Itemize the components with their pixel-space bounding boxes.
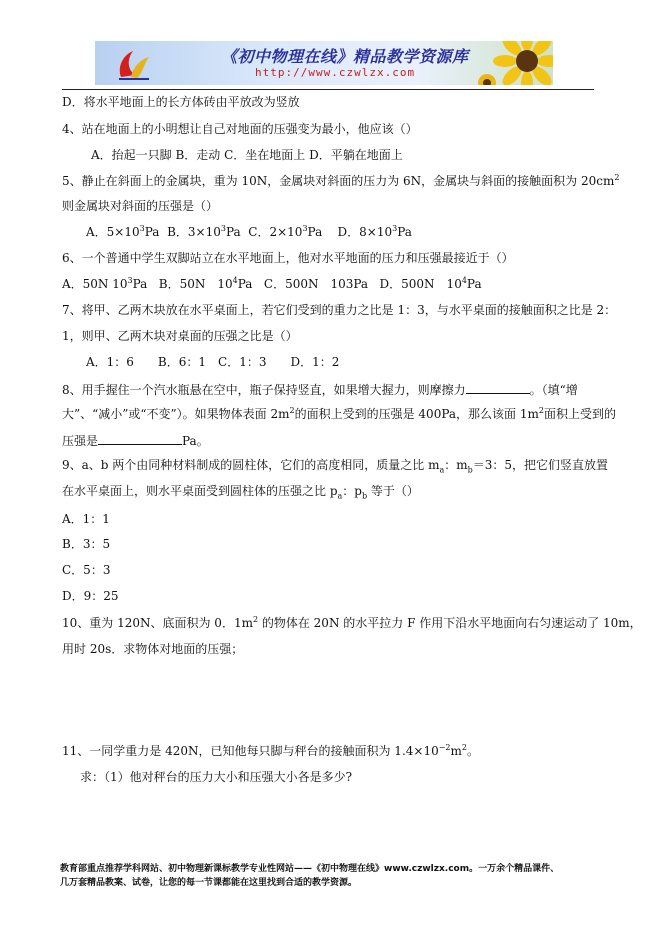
q5-stem-line2: 则金属块对斜面的压强是（） [62,199,219,213]
q8-stem-line2: 大”、“减小”或“不变”）。如果物体表面 $2m^2$的面积上受到的压强是 400Pa，那么该面 $1m^2$面积上受到的 [62,406,616,421]
footer-line-1: 教育部重点推荐学科网站、初中物理新课标教学专业性网站——《初中物理在线》www.czwlzx.com。一万余个精品课件、 [60,864,560,874]
q9-option-c: C．5：3 [62,563,111,577]
q9-stem-line1: 9、a、b 两个由同种材料制成的圆柱体，它们的高度相同，质量之比 $m_a$：$m_b=3$：5，把它们竖直放置 [62,458,609,475]
banner-title: 《初中物理在线》精品教学资源库 [221,47,469,66]
q7-options: A．1：6 B．6：1 C．1：3 D．1：2 [86,355,340,369]
q9-option-d: D．9：25 [62,589,119,603]
q5-stem-line1: 5、静止在斜面上的金属块，重为 10N，金属块对斜面的压力为 6N，金属块与斜面的接触面积为 $20cm^2$ [62,173,620,188]
q6-options: A．50N $10^3Pa$ B．50N $10^4Pa$ C．500N 103Pa D．500N $10^4Pa$ [62,276,482,291]
banner-url[interactable]: http://www.czwlzx.com [255,66,416,79]
q11-stem-line1: 11、一同学重力是 420N，已知他每只脚与秤台的接触面积为 $1.4\times 10^{-2}m^2$。 [62,743,480,758]
q3-option-d: D．将水平地面上的长方体砖由平放改为竖放 [62,95,300,109]
header-banner [95,41,553,85]
header-rule [62,89,594,90]
q8-answer-blank-1[interactable] [466,381,530,394]
q11-stem-line2: 求：（1）他对秤台的压力大小和压强大小各是多少? [80,770,353,784]
q7-stem-line2: 1，则甲、乙两木块对桌面的压强之比是（） [62,329,298,343]
sunflower-icon [475,41,553,85]
q5-options: A．$5\times 10^3Pa$ B．$3\times 10^3Pa$ C．$2\times 10^3Pa$ D．$8\times 10^3Pa$ [86,224,412,239]
q8-answer-blank-2[interactable] [98,432,182,445]
q7-stem-line1: 7、将甲、乙两木块放在水平桌面上，若它们受到的重力之比是 1：3，与水平桌面的接触面积之比是 2： [62,303,617,317]
q9-option-a: A．1：1 [62,512,110,526]
q6-stem: 6、一个普通中学生双脚站立在水平地面上，他对水平地面的压力和压强最接近于（） [62,251,514,265]
site-logo-icon [115,47,153,81]
q4-stem: 4、站在地面上的小明想让自己对地面的压强变为最小，他应该（） [62,122,418,136]
q9-option-b: B．3：5 [62,537,111,551]
footer-line-2: 几万套精品教案、试卷，让您的每一节课都能在这里找到合适的教学资源。 [60,878,358,888]
q8-stem-line3: 压强是 Pa。 [62,434,209,448]
q9-stem-line2: 在水平桌面上，则水平桌面受到圆柱体的压强之比 $p_a$：$p_b$ 等于（） [62,484,419,501]
q4-options: A．抬起一只脚 B．走动 C．坐在地面上 D．平躺在地面上 [91,148,403,162]
q8-stem-line1: 8、用手握住一个汽水瓶悬在空中，瓶子保持竖直，如果增大握力，则摩擦力 。（填“增 [62,383,578,397]
q10-stem-line2: 用时 20s．求物体对地面的压强； [62,642,244,656]
q10-stem-line1: 10、重为 120N、底面积为 0．$1m^2$ 的物体在 20N 的水平拉力 F 作用下沿水平地面向右匀速运动了 10m， [62,615,642,630]
